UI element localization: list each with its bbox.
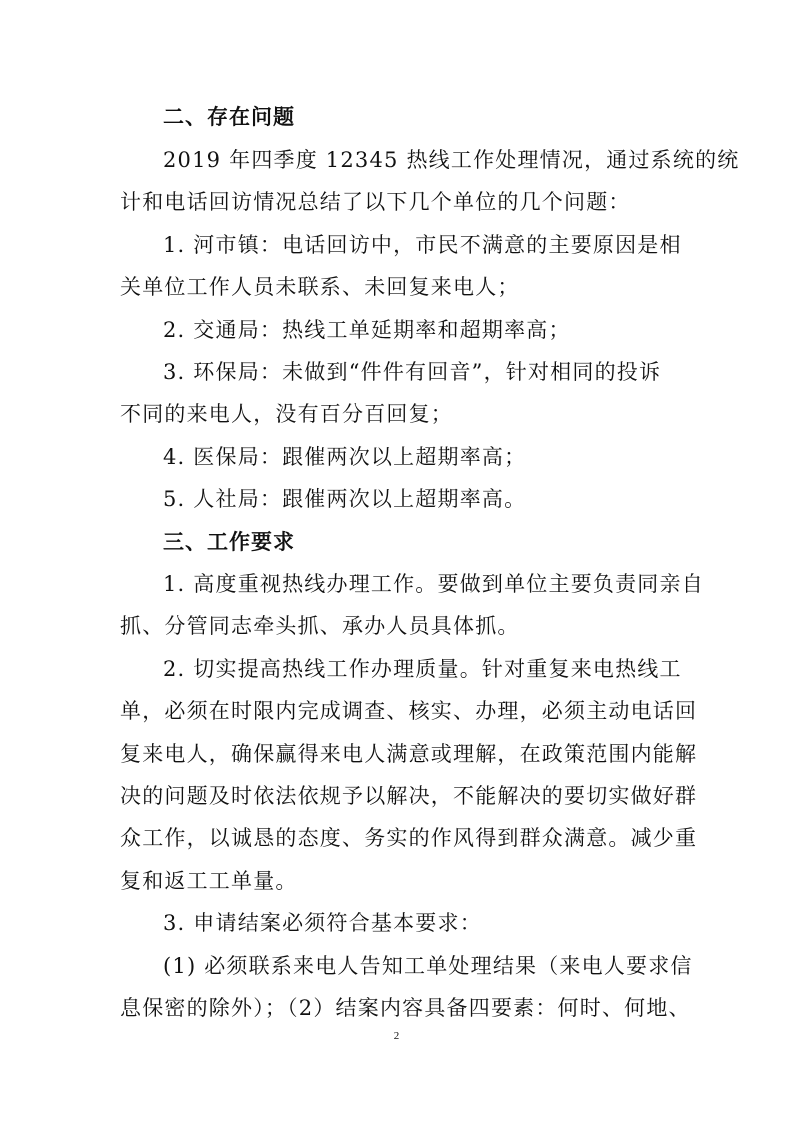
section-heading-problems: 二、存在问题 xyxy=(163,105,295,129)
list-item-line: 1. 河市镇：电话回访中，市民不满意的主要原因是相 xyxy=(163,233,682,257)
paragraph-line: 复来电人，确保赢得来电人满意或理解，在政策范围内能解 xyxy=(120,742,698,766)
paragraph-line: 息保密的除外）；（2）结案内容具备四要素：何时、何地、 xyxy=(120,996,691,1020)
paragraph-line: 3. 申请结案必须符合基本要求： xyxy=(163,911,482,935)
paragraph-line: 计和电话回访情况总结了以下几个单位的几个问题： xyxy=(120,190,631,214)
paragraph-line: 1. 高度重视热线办理工作。要做到单位主要负责同亲自 xyxy=(163,572,704,596)
list-item-line: 关单位工作人员未联系、未回复来电人； xyxy=(120,275,520,299)
section-heading-requirements: 三、工作要求 xyxy=(163,530,295,554)
list-item-line: 5. 人社局：跟催两次以上超期率高。 xyxy=(163,487,527,511)
paragraph-line: (1) 必须联系来电人告知工单处理结果（来电人要求信 xyxy=(163,954,693,978)
paragraph-line: 众工作，以诚恳的态度、务实的作风得到群众满意。减少重 xyxy=(120,826,698,850)
paragraph-line: 抓、分管同志牵头抓、承办人员具体抓。 xyxy=(120,614,520,638)
paragraph-line: 单，必须在时限内完成调查、核实、办理，必须主动电话回 xyxy=(120,699,698,723)
list-item-line: 不同的来电人，没有百分百回复； xyxy=(120,402,453,426)
list-item-line: 4. 医保局：跟催两次以上超期率高； xyxy=(163,445,527,469)
page-number: 2 xyxy=(393,1030,400,1042)
list-item-line: 3. 环保局：未做到“件件有回音”，针对相同的投诉 xyxy=(163,360,662,384)
paragraph-line: 决的问题及时依法依规予以解决，不能解决的要切实做好群 xyxy=(120,784,698,808)
paragraph-line: 2. 切实提高热线工作办理质量。针对重复来电热线工 xyxy=(163,657,682,681)
paragraph-line: 2019 年四季度 12345 热线工作处理情况，通过系统的统 xyxy=(163,148,740,172)
list-item-line: 2. 交通局：热线工单延期率和超期率高； xyxy=(163,318,571,342)
paragraph-line: 复和返工工单量。 xyxy=(120,869,298,893)
